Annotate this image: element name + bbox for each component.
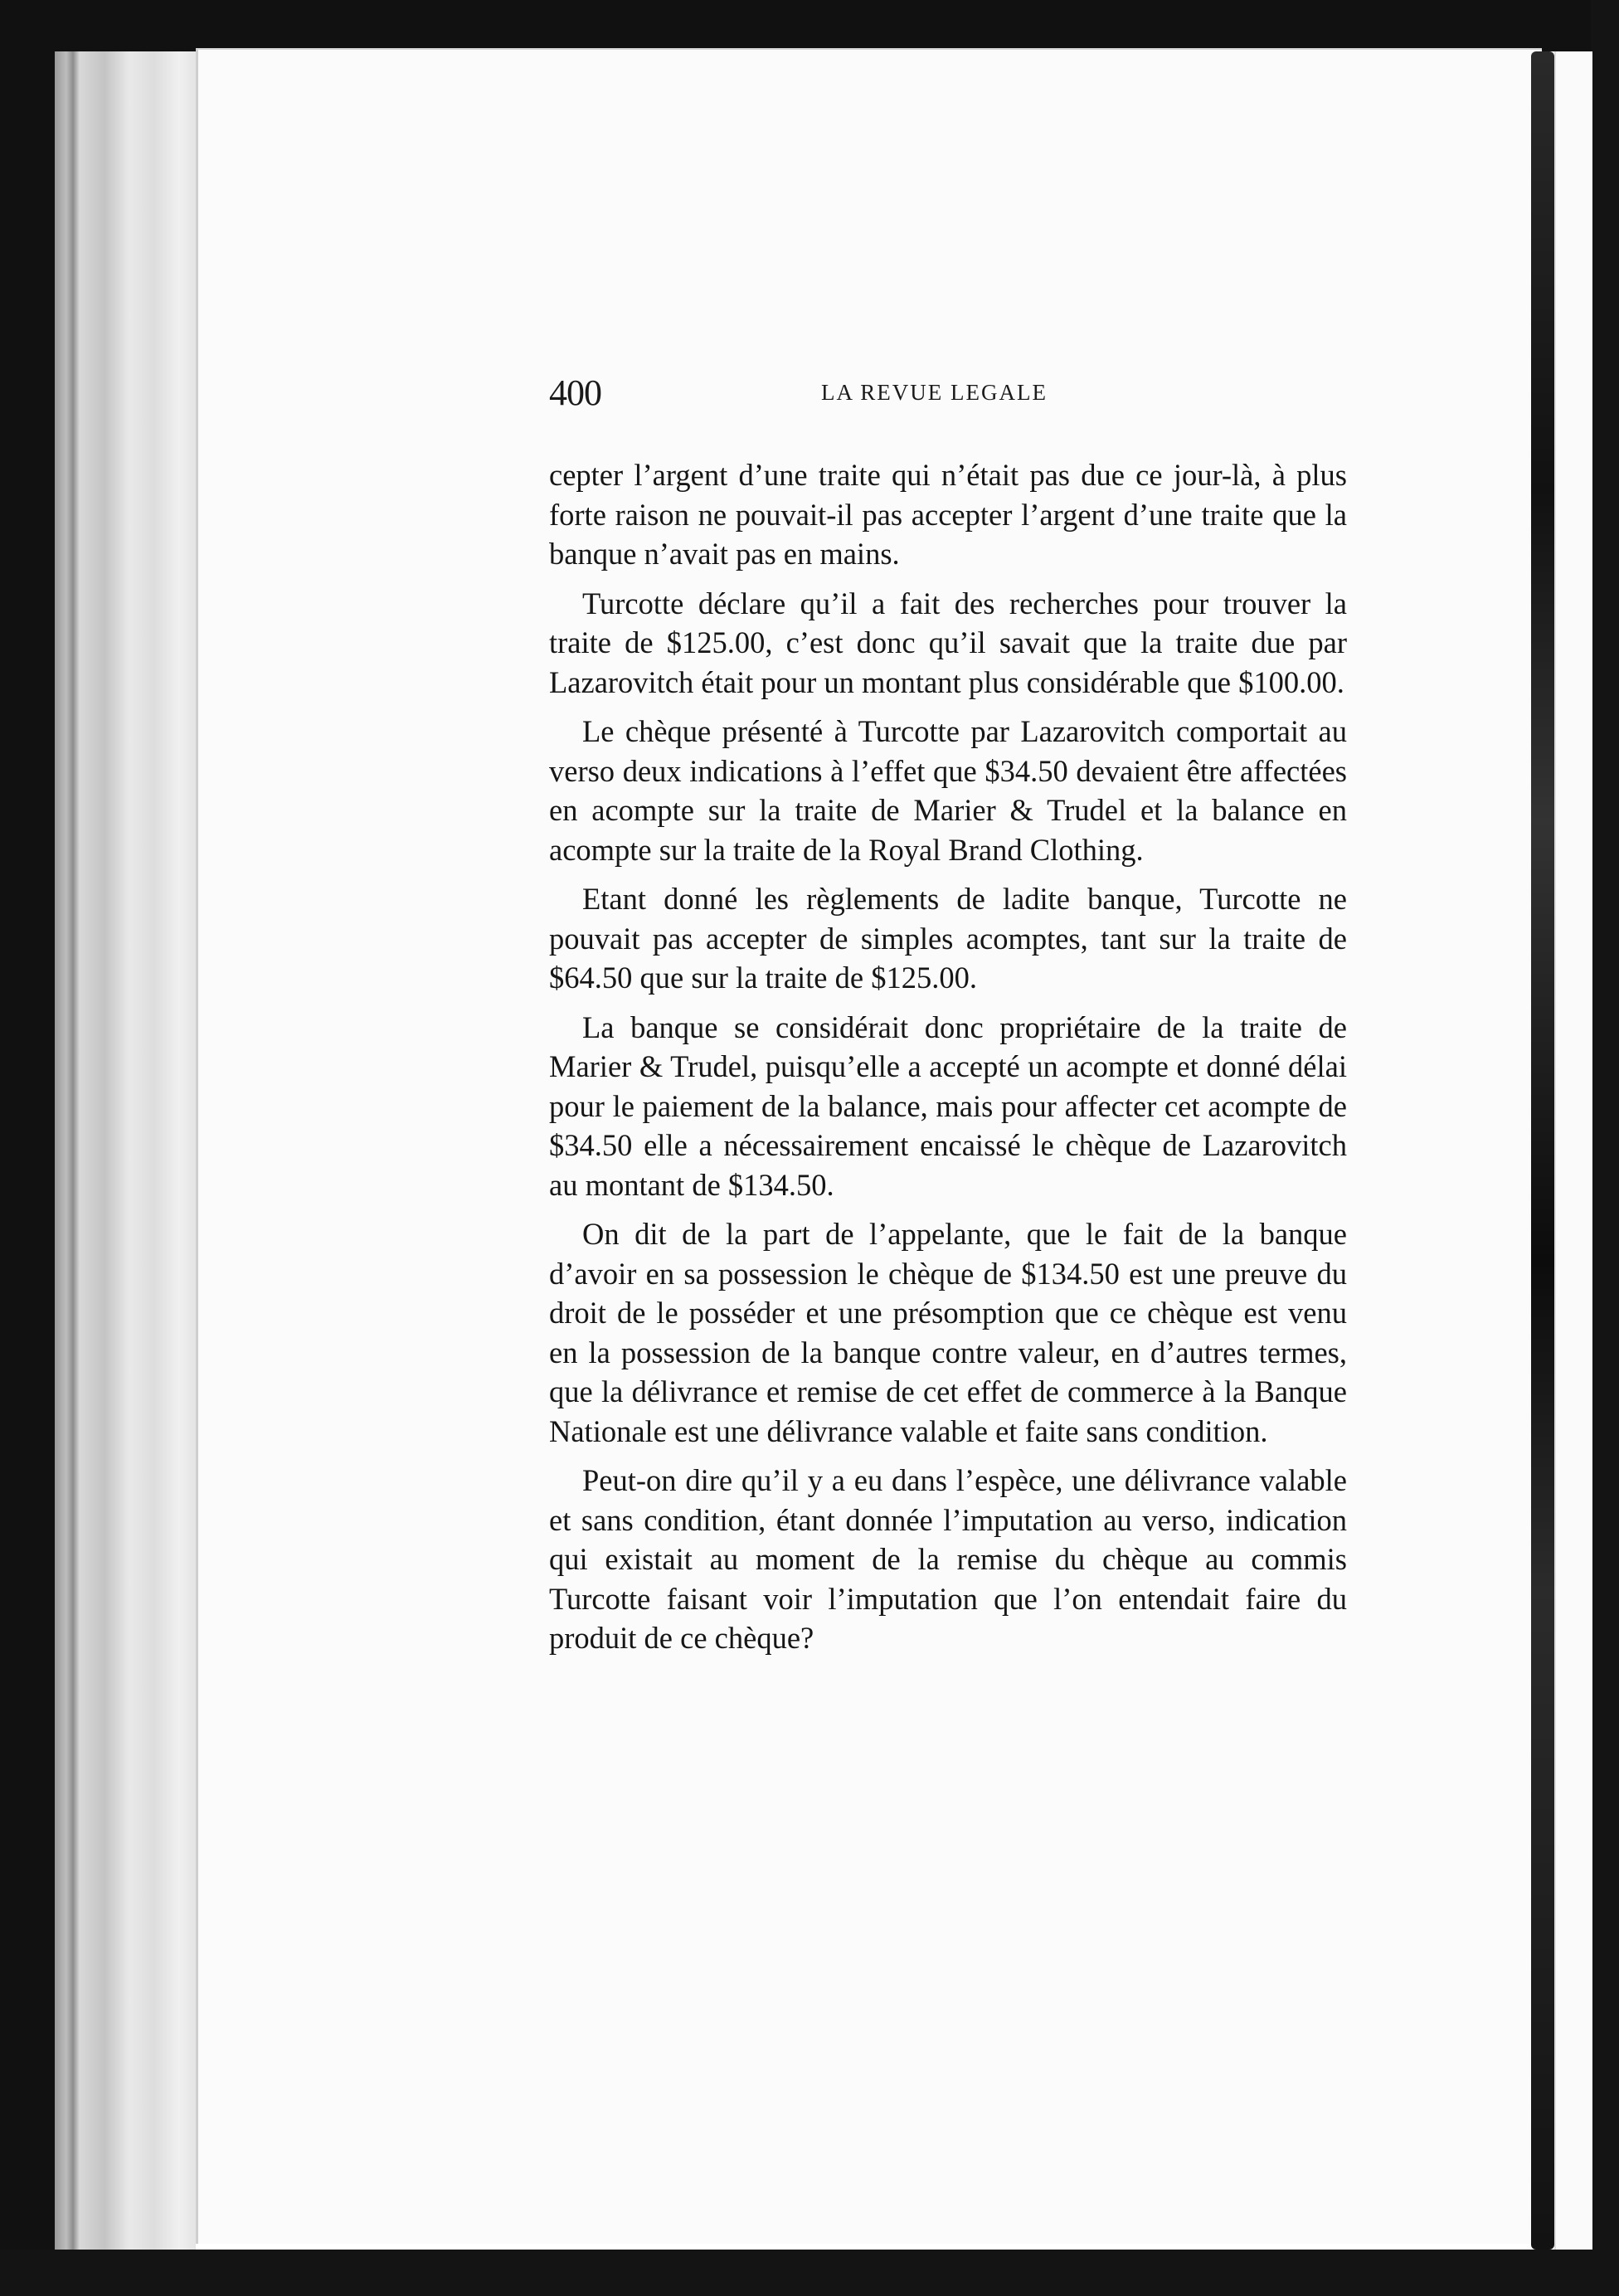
paragraph: Le chèque présenté à Turcotte par Lazarovitch comportait au verso deux indications à l’effet que $34.50 devaient être affectées en acompte sur la traite de Marier & Trudel et la balance en acompte sur la traite de la Royal Brand Clothing.: [549, 714, 1347, 867]
facing-page-edge: [1554, 51, 1592, 2250]
journal-title: LA REVUE LEGALE: [821, 380, 1048, 405]
page-number: 400: [549, 372, 601, 413]
paragraph: cepter l’argent d’une traite qui n’était pas due ce jour-là, à plus forte raison ne pouvait-il pas accepter l’argent d’une traite que la banque n’avait pas en mains.: [549, 458, 1347, 571]
paragraph: La banque se considérait donc propriétaire de la traite de Marier & Trudel, puisqu’elle a accepté un acompte et donné délai pour le paiement de la balance, mais pour affecter cet acompte de $34.50 elle a nécessairement encaissé le chèque de Lazarovitch au montant de $134.50.: [549, 1009, 1347, 1202]
scan-border-top: [0, 0, 1619, 51]
running-head: [549, 372, 1345, 421]
paragraph: Turcotte déclare qu’il a fait des recherches pour trouver la traite de $125.00, c’est donc qu’il savait que la traite due par Lazarovitch était pour un montant plus considérable que $100.00.: [549, 586, 1347, 699]
paragraph: Etant donné les règlements de ladite banque, Turcotte ne pouvait pas accepter de simples acomptes, tant sur la traite de $64.50 que sur la traite de $125.00.: [549, 882, 1347, 995]
body-text: [549, 455, 1347, 1668]
book-binding-shadow: [1531, 51, 1554, 2250]
scan-border-left: [0, 0, 55, 2296]
paragraph: Peut-on dire qu’il y a eu dans l’espèce, une délivrance valable et sans condition, étant donnée l’imputation au verso, indication qui existait au moment de la remise du chèque au commis Turcotte faisant voir l’imputation que l’on entendait faire du produit de ce chèque?: [549, 1463, 1347, 1655]
paragraph: On dit de la part de l’appelante, que le fait de la banque d’avoir en sa possession le chèque de $134.50 est une preuve du droit de le posséder et une présomption que ce chèque est venu en la possession de la banque contre valeur, en d’autres termes, que la délivrance et remise de cet effet de commerce à la Banque Nationale est une délivrance valable et faite sans condition.: [549, 1217, 1347, 1448]
scan-border-right: [1591, 0, 1619, 2296]
scan-border-bottom: [0, 2250, 1619, 2296]
book-page-edges: [55, 51, 196, 2250]
